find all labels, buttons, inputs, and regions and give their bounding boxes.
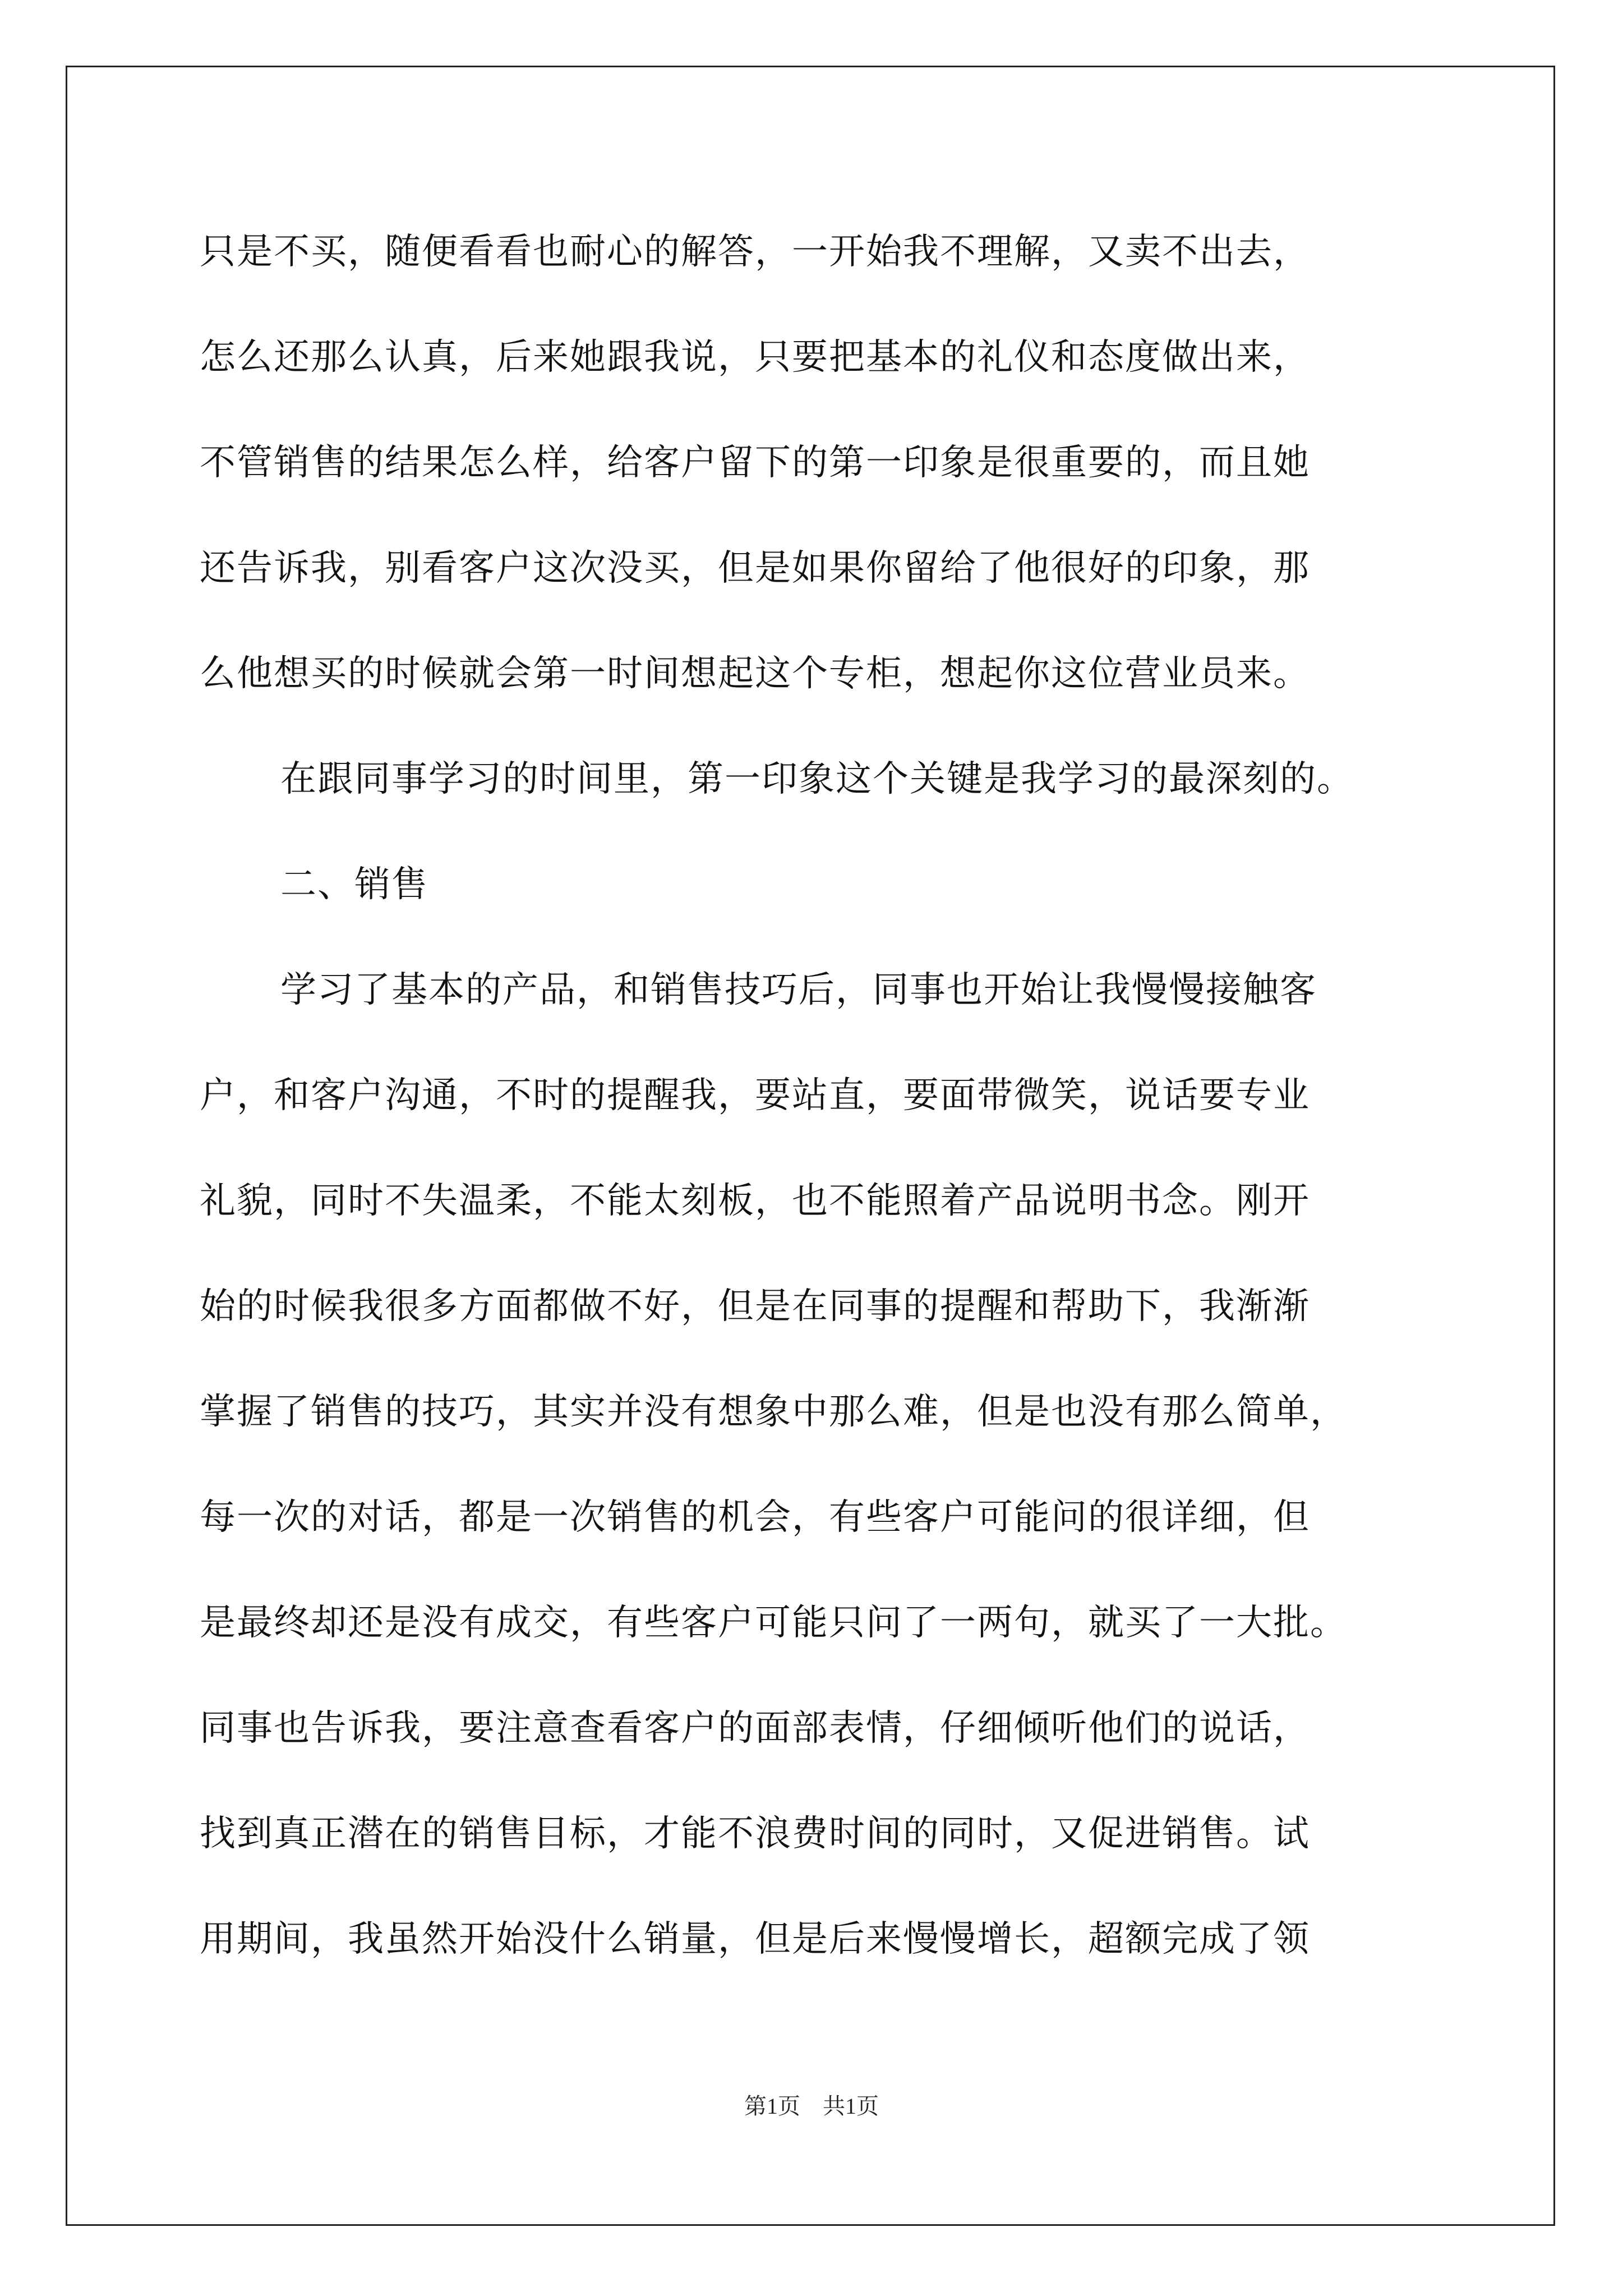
text-line: 户，和客户沟通，不时的提醒我，要站直，要面带微笑，说话要专业 (200, 1075, 1310, 1116)
text-line: 在跟同事学习的时间里，第一印象这个关键是我学习的最深刻的。 (280, 758, 1354, 800)
text-line: 礼貌，同时不失温柔，不能太刻板，也不能照着产品说明书念。刚开 (200, 1180, 1310, 1222)
document-body (200, 199, 1456, 1992)
text-line: 还告诉我，别看客户这次没买，但是如果你留给了他很好的印象，那 (200, 547, 1310, 589)
text-line: 是最终却还是没有成交，有些客户可能只问了一两句，就买了一大批。 (200, 1602, 1347, 1644)
text-line: 么他想买的时候就会第一时间想起这个专柜，想起你这位营业员来。 (200, 653, 1310, 694)
text-line: 每一次的对话，都是一次销售的机会，有些客户可能问的很详细，但 (200, 1497, 1310, 1538)
text-line: 怎么还那么认真，后来她跟我说，只要把基本的礼仪和态度做出来， (200, 337, 1310, 378)
text-line: 二、销售 (280, 864, 428, 905)
text-line: 掌握了销售的技巧，其实并没有想象中那么难，但是也没有那么简单， (200, 1391, 1347, 1433)
text-line: 始的时候我很多方面都做不好，但是在同事的提醒和帮助下，我渐渐 (200, 1286, 1310, 1327)
page-footer: 第1页 共1页 (744, 2093, 879, 2119)
text-line: 只是不买，随便看看也耐心的解答，一开始我不理解，又卖不出去， (200, 231, 1310, 273)
text-line: 同事也告诉我，要注意查看客户的面部表情，仔细倾听他们的说话， (200, 1708, 1310, 1749)
text-line: 用期间，我虽然开始没什么销量，但是后来慢慢增长，超额完成了领 (200, 1918, 1310, 1960)
text-line: 不管销售的结果怎么样，给客户留下的第一印象是很重要的，而且她 (200, 442, 1310, 484)
text-line: 找到真正潜在的销售目标，才能不浪费时间的同时，又促进销售。试 (200, 1813, 1310, 1855)
text-line: 学习了基本的产品，和销售技巧后，同事也开始让我慢慢接触客 (280, 969, 1317, 1011)
